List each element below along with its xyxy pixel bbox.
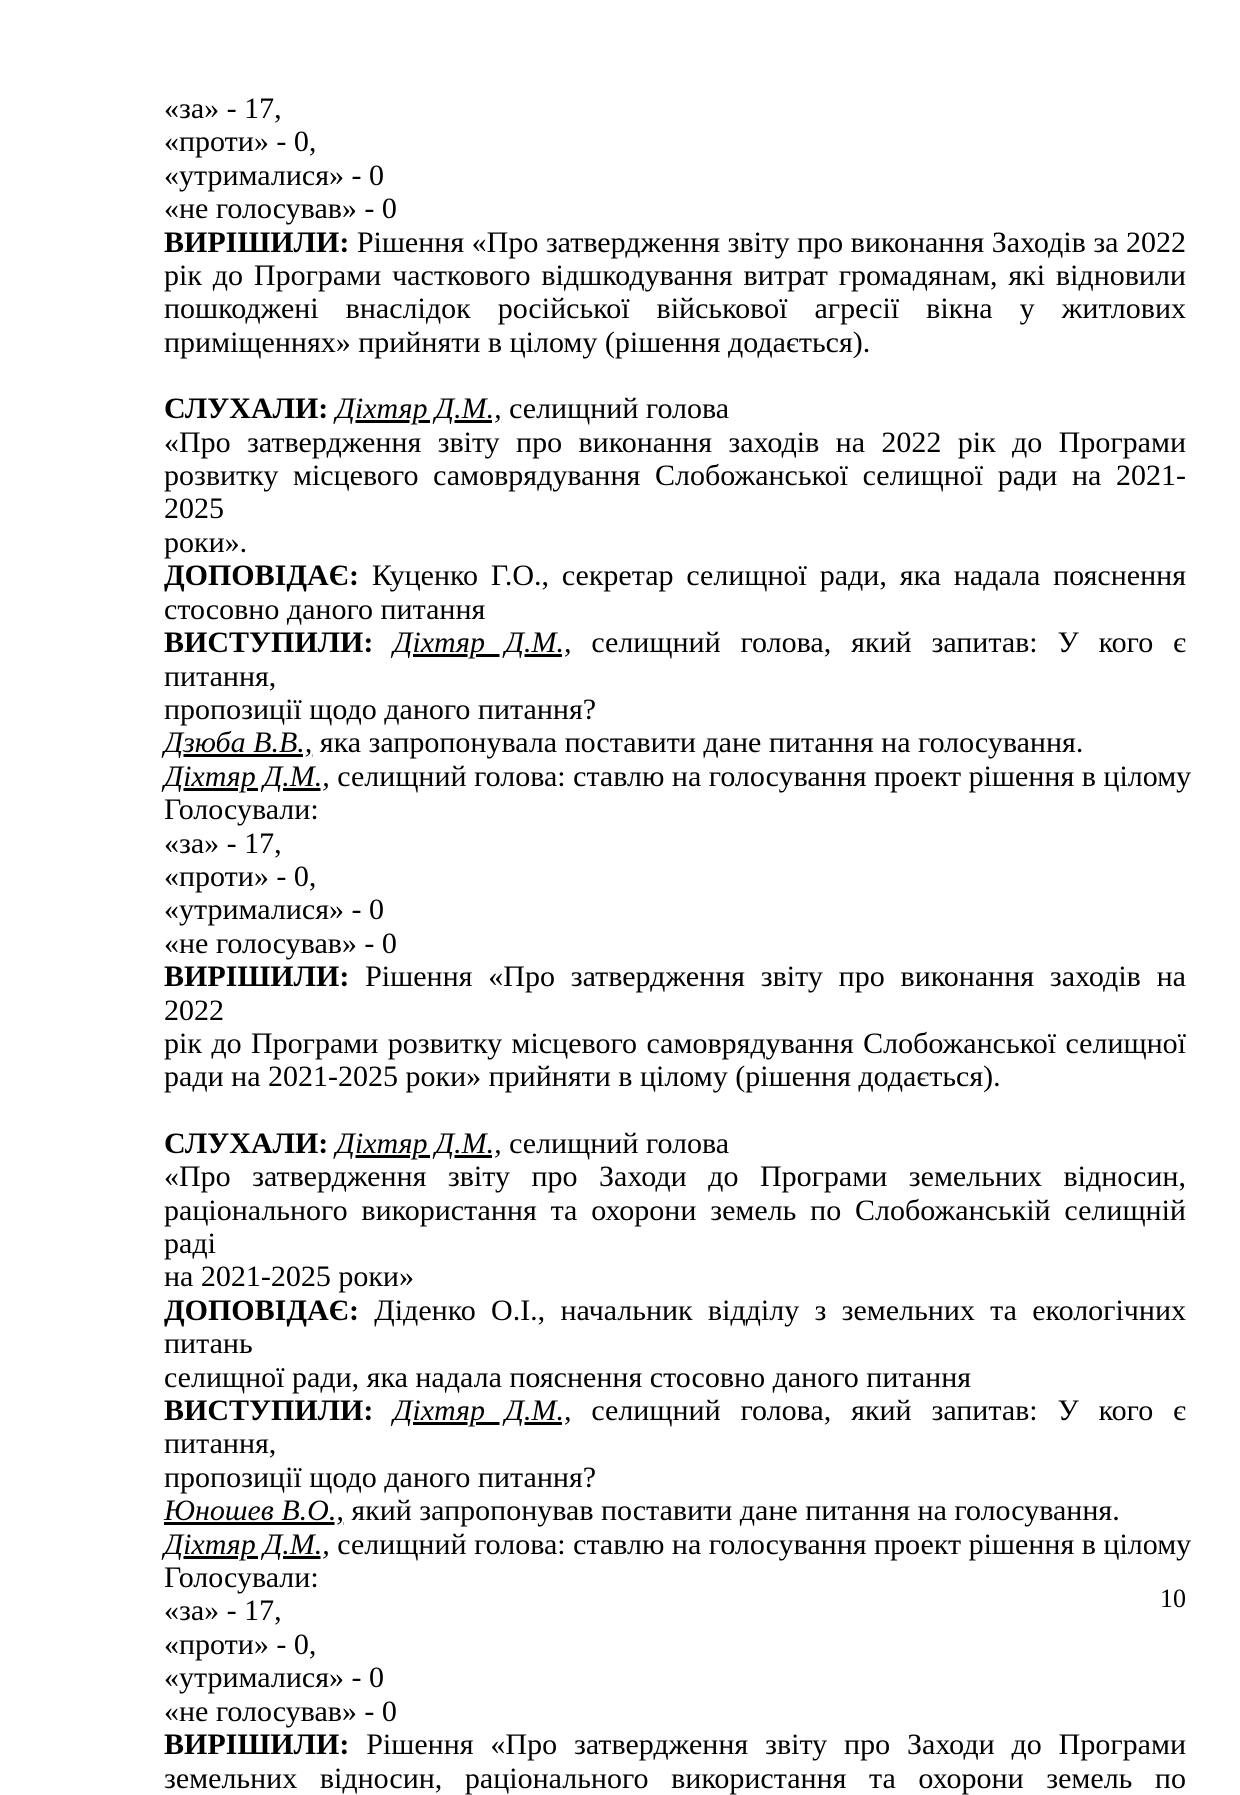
vote-against: «проти» - 0, bbox=[164, 125, 317, 159]
proposal-line bbox=[164, 1494, 1186, 1527]
decision-line: пошкоджені внаслідок російської військової агресії вікна у житлових bbox=[164, 292, 1186, 326]
speaker-name: Діхтяр Д.М., bbox=[335, 392, 502, 426]
heard-label: СЛУХАЛИ: bbox=[164, 1126, 329, 1160]
speaker-name: Діхтяр Д.М., bbox=[335, 1126, 502, 1160]
spoke-text: селищний голова, який запитав: У кого є питання, bbox=[164, 1394, 1187, 1461]
speaker-name: Діхтяр Д.М., bbox=[164, 1527, 330, 1561]
voted-heading: Голосували: bbox=[164, 1561, 319, 1595]
heard-line bbox=[164, 392, 1186, 425]
report-line: селищної ради, яка надала пояснення стосовно даного питання bbox=[164, 1360, 972, 1394]
speaker-role: селищний голова bbox=[501, 392, 730, 426]
decision-text: Рішення «Про затвердження звіту про виконання заходів на 2022 bbox=[164, 960, 1186, 1027]
spoke-line bbox=[164, 1394, 1186, 1461]
decision-label: ВИРІШИЛИ: bbox=[164, 960, 350, 994]
speaker-name: Діхтяр Д.М., bbox=[164, 759, 330, 793]
decision-line: земельних відносин, раціонального використання та охорони земель по bbox=[164, 1761, 1186, 1795]
page-body bbox=[164, 92, 1192, 1795]
vote-not-voted: «не голосував» - 0 bbox=[164, 926, 397, 960]
spoke-label: ВИСТУПИЛИ: bbox=[164, 1394, 374, 1428]
vote-for: «за» - 17, bbox=[164, 826, 282, 860]
proposal-text: яка запропонувала поставити дане питання на голосування. bbox=[312, 726, 1084, 760]
vote-abstained: «утрималися» - 0 bbox=[164, 1661, 385, 1695]
report-label: ДОПОВІДАЄ: bbox=[164, 559, 359, 593]
decision-line bbox=[164, 226, 1186, 259]
decision-line: ради на 2021-2025 роки» прийняти в цілому (рішення додається). bbox=[164, 1060, 1001, 1094]
speaker-name: Діхтяр Д.М., bbox=[393, 626, 572, 660]
topic-line: «Про затвердження звіту про виконання заходів на 2022 рік до Програми bbox=[164, 425, 1186, 459]
topic-line: роки». bbox=[164, 525, 248, 559]
topic-line: розвитку місцевого самоврядування Слобожанської селищної ради на 2021-2025 bbox=[164, 459, 1186, 526]
topic-line: раціонального використання та охорони земель по Слобожанській селищній раді bbox=[164, 1193, 1186, 1260]
voted-heading: Голосували: bbox=[164, 793, 319, 827]
report-text: Діденко О.І., начальник відділу з земельних та екологічних питань bbox=[164, 1293, 1186, 1361]
decision-line bbox=[164, 1728, 1186, 1761]
section-gap bbox=[164, 1094, 1186, 1127]
report-line: стосовно даного питання bbox=[164, 592, 486, 626]
decision-label: ВИРІШИЛИ: bbox=[164, 225, 350, 259]
speaker-name: Дзюба В.В., bbox=[164, 726, 313, 760]
spoke-line: пропозиції щодо даного питання? bbox=[164, 692, 597, 726]
vote-for: «за» - 17, bbox=[164, 92, 282, 125]
decision-text: Рішення «Про затвердження звіту про виконання Заходів за 2022 bbox=[349, 225, 1186, 259]
report-line bbox=[164, 559, 1186, 592]
proposal-line bbox=[164, 759, 1192, 793]
speaker-name: Діхтяр Д.М., bbox=[393, 1394, 572, 1428]
decision-line bbox=[164, 960, 1186, 1027]
spoke-line bbox=[164, 626, 1186, 693]
vote-abstained: «утрималися» - 0 bbox=[164, 158, 385, 192]
spoke-line: пропозиції щодо даного питання? bbox=[164, 1460, 597, 1494]
decision-line: рік до Програми часткового відшкодування витрат громадянам, які відновили bbox=[164, 259, 1186, 293]
report-label: ДОПОВІДАЄ: bbox=[164, 1293, 359, 1327]
proposal-text: селищний голова: ставлю на голосування проект рішення в цілому bbox=[329, 759, 1192, 793]
topic-line: на 2021-2025 роки» bbox=[164, 1260, 414, 1294]
spoke-label: ВИСТУПИЛИ: bbox=[164, 626, 374, 660]
page-number: 10 bbox=[1160, 1584, 1186, 1613]
vote-for: «за» - 17, bbox=[164, 1594, 282, 1628]
section-gap bbox=[164, 359, 1186, 392]
spoke-text: селищний голова, який запитав: У кого є питання, bbox=[164, 626, 1187, 693]
vote-against: «проти» - 0, bbox=[164, 1627, 317, 1661]
report-text: Куценко Г.О., секретар селищної ради, яка надала пояснення bbox=[358, 559, 1186, 593]
proposal-text: який запропонував поставити дане питання на голосування. bbox=[343, 1494, 1120, 1528]
decision-label: ВИРІШИЛИ: bbox=[164, 1728, 350, 1762]
vote-against: «проти» - 0, bbox=[164, 859, 317, 893]
decision-line: рік до Програми розвитку місцевого самоврядування Слобожанської селищної bbox=[164, 1026, 1186, 1060]
proposal-text: селищний голова: ставлю на голосування проект рішення в цілому bbox=[329, 1527, 1192, 1561]
report-line bbox=[164, 1294, 1186, 1361]
decision-text: Рішення «Про затвердження звіту про Заходи до Програми bbox=[349, 1728, 1186, 1762]
vote-not-voted: «не голосував» - 0 bbox=[164, 1694, 397, 1728]
speaker-name: Юношев В.О., bbox=[164, 1494, 344, 1528]
decision-line: приміщеннях» прийняти в цілому (рішення додається). bbox=[164, 325, 871, 359]
heard-line bbox=[164, 1127, 1186, 1160]
proposal-line bbox=[164, 1527, 1192, 1561]
proposal-line bbox=[164, 726, 1186, 759]
vote-not-voted: «не голосував» - 0 bbox=[164, 192, 397, 226]
speaker-role: селищний голова bbox=[501, 1126, 730, 1160]
topic-line: «Про затвердження звіту про Заходи до Програми земельних відносин, bbox=[164, 1160, 1186, 1194]
heard-label: СЛУХАЛИ: bbox=[164, 392, 329, 426]
vote-abstained: «утрималися» - 0 bbox=[164, 893, 385, 927]
